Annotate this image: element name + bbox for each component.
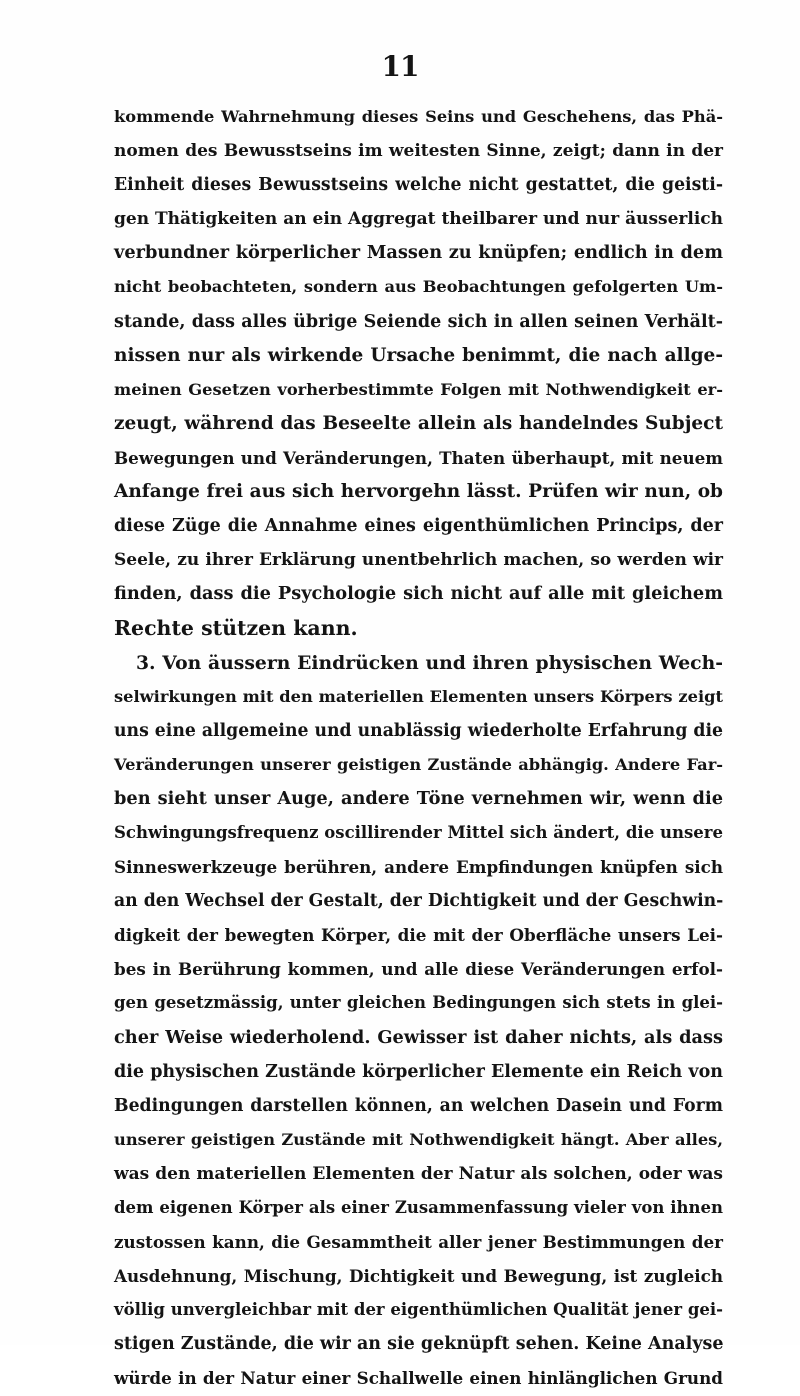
- text-line: völlig unvergleichbar mit der eigenthümlichen Qualität jener gei-: [114, 1300, 723, 1320]
- text-line: finden, dass die Psychologie sich nicht auf alle mit gleichem: [114, 583, 723, 605]
- text-line: zeugt, während das Beseelte allein als handelndes Subject: [114, 412, 723, 434]
- text-line: Seele, zu ihrer Erklärung unentbehrlich machen, so werden wir: [114, 550, 723, 571]
- text-line: Sinneswerkzeuge berühren, andere Empfindungen knüpfen sich: [114, 857, 723, 878]
- text-line: nissen nur als wirkende Ursache benimmt, die nach allge-: [114, 344, 723, 366]
- text-line: unserer geistigen Zustände mit Nothwendigkeit hängt. Aber alles,: [114, 1129, 723, 1149]
- text-line: diese Züge die Annahme eines eigenthümlichen Princips, der: [114, 516, 723, 537]
- text-line: nicht beobachteten, sondern aus Beobachtungen gefolgerten Um-: [114, 277, 723, 297]
- text-line: meinen Gesetzen vorherbestimmte Folgen mit Nothwendigkeit er-: [114, 379, 723, 399]
- text-line: was den materiellen Elementen der Natur als solchen, oder was: [114, 1163, 723, 1184]
- page-number: 11: [381, 50, 419, 83]
- text-line: cher Weise wiederholend. Gewisser ist daher nichts, als dass: [114, 1026, 723, 1048]
- text-line: nomen des Bewusstseins im weitesten Sinne, zeigt; dann in der: [114, 141, 723, 162]
- text-line: Anfange frei aus sich hervorgehn lässt. Prüfen wir nun, ob: [114, 481, 723, 503]
- text-line: dem eigenen Körper als einer Zusammenfassung vieler von ihnen: [114, 1198, 723, 1217]
- body-text: [114, 100, 723, 1396]
- text-line: an den Wechsel der Gestalt, der Dichtigkeit und der Geschwin-: [114, 891, 724, 912]
- text-line: ben sieht unser Auge, andere Töne vernehmen wir, wenn die: [114, 787, 723, 809]
- text-line: selwirkungen mit den materiellen Elementen unsers Körpers zeigt: [114, 686, 723, 706]
- text-line: kommende Wahrnehmung dieses Seins und Geschehens, das Phä-: [114, 107, 723, 126]
- text-line: Bedingungen darstellen können, an welchen Dasein und Form: [114, 1095, 723, 1116]
- text-line: bes in Berührung kommen, und alle diese Veränderungen erfol-: [114, 959, 723, 980]
- text-line: Ausdehnung, Mischung, Dichtigkeit und Bewegung, ist zugleich: [114, 1266, 723, 1287]
- text-line: digkeit der bewegten Körper, die mit der Oberfläche unsers Lei-: [114, 925, 723, 946]
- text-line: Einheit dieses Bewusstseins welche nicht gestattet, die geisti-: [114, 175, 723, 196]
- section-start-line: 3. Von äussern Eindrücken und ihren physischen Wech-: [136, 651, 723, 674]
- text-line: stigen Zustände, die wir an sie geknüpft sehen. Keine Analyse: [114, 1334, 724, 1355]
- text-line: verbundner körperlicher Massen zu knüpfen; endlich in dem: [114, 242, 723, 264]
- text-line: gen Thätigkeiten an ein Aggregat theilbarer und nur äusserlich: [114, 209, 723, 230]
- text-line: die physischen Zustände körperlicher Elemente ein Reich von: [114, 1061, 723, 1082]
- text-line: uns eine allgemeine und unablässig wiederholte Erfahrung die: [114, 720, 723, 741]
- text-line: zustossen kann, die Gesammtheit aller jener Bestimmungen der: [114, 1232, 723, 1253]
- text-line: stande, dass alles übrige Seiende sich in allen seinen Verhält-: [114, 311, 723, 332]
- text-line: Schwingungsfrequenz oscillirender Mittel sich ändert, die unsere: [114, 822, 723, 842]
- text-line: gen gesetzmässig, unter gleichen Bedingungen sich stets in glei-: [114, 993, 723, 1013]
- text-line: Bewegungen und Veränderungen, Thaten überhaupt, mit neuem: [114, 447, 723, 468]
- paragraph-end-line: Rechte stützen kann.: [114, 616, 358, 641]
- text-line: Veränderungen unserer geistigen Zustände abhängig. Andere Far-: [114, 754, 723, 774]
- text-line: würde in der Natur einer Schallwelle einen hinlänglichen Grund: [114, 1368, 723, 1389]
